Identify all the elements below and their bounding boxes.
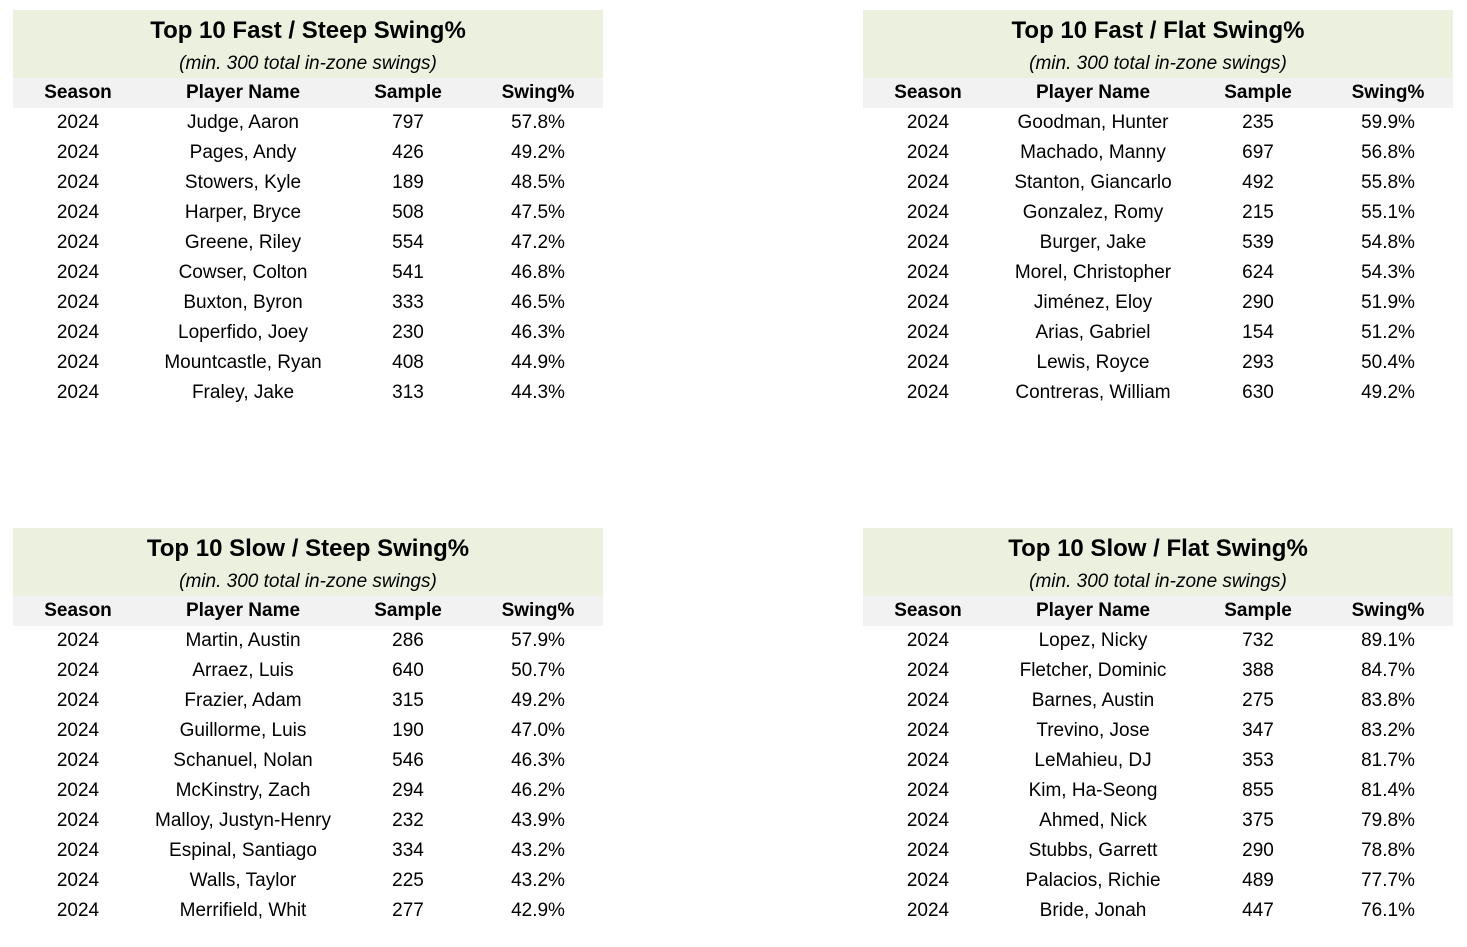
cell-sample: 293 (1242, 352, 1274, 373)
cell-sample: 290 (1242, 840, 1274, 861)
table-subtitle: (min. 300 total in-zone swings) (1029, 571, 1287, 592)
cell-season: 2024 (56, 660, 100, 681)
cell-sample: 275 (1242, 690, 1274, 711)
cell-player-name: Gonzalez, Romy (1022, 202, 1164, 223)
cell-swing-pct: 77.7% (1361, 870, 1415, 891)
column-header-player: Player Name (185, 600, 301, 621)
cell-season: 2024 (906, 810, 950, 831)
cell-sample: 189 (392, 172, 424, 193)
cell-season: 2024 (56, 112, 100, 133)
table-fast-flat (863, 10, 1453, 408)
cell-swing-pct: 46.3% (511, 750, 565, 771)
cell-player-name: Lopez, Nicky (1038, 630, 1148, 651)
cell-swing-pct: 46.5% (511, 292, 565, 313)
cell-swing-pct: 49.2% (511, 142, 565, 163)
table-row (13, 318, 603, 348)
column-header-sample: Sample (374, 600, 442, 621)
table-subtitle: (min. 300 total in-zone swings) (1029, 53, 1287, 74)
cell-player-name: Greene, Riley (184, 232, 302, 253)
cell-swing-pct: 49.2% (511, 690, 565, 711)
cell-player-name: Mountcastle, Ryan (164, 352, 322, 373)
cell-player-name: Goodman, Hunter (1017, 112, 1169, 133)
cell-player-name: Fletcher, Dominic (1019, 660, 1167, 681)
cell-player-name: Stanton, Giancarlo (1014, 172, 1172, 193)
table-row (13, 108, 603, 138)
column-header-row (863, 596, 1453, 626)
cell-season: 2024 (906, 142, 950, 163)
cell-swing-pct: 47.5% (511, 202, 565, 223)
cell-player-name: Arias, Gabriel (1035, 322, 1151, 343)
table-row (13, 836, 603, 866)
table-row (863, 108, 1453, 138)
cell-season: 2024 (56, 750, 100, 771)
table-row (13, 258, 603, 288)
table-slow-flat (863, 528, 1453, 926)
cell-sample: 286 (392, 630, 424, 651)
cell-season: 2024 (56, 262, 100, 283)
cell-season: 2024 (906, 382, 950, 403)
cell-swing-pct: 50.4% (1361, 352, 1415, 373)
cell-player-name: Malloy, Justyn-Henry (155, 810, 331, 831)
cell-season: 2024 (56, 202, 100, 223)
table-row (13, 228, 603, 258)
cell-sample: 347 (1242, 720, 1274, 741)
cell-swing-pct: 46.8% (511, 262, 565, 283)
cell-player-name: Fraley, Jake (191, 382, 295, 403)
table-row (863, 746, 1453, 776)
cell-sample: 230 (392, 322, 424, 343)
cell-season: 2024 (56, 322, 100, 343)
title-band (13, 528, 603, 596)
table-row (13, 378, 603, 408)
cell-season: 2024 (906, 322, 950, 343)
cell-player-name: Merrifield, Whit (179, 900, 307, 921)
cell-season: 2024 (56, 172, 100, 193)
table-row (863, 716, 1453, 746)
cell-season: 2024 (906, 720, 950, 741)
cell-player-name: Martin, Austin (185, 630, 301, 651)
cell-sample: 334 (392, 840, 424, 861)
column-header-season: Season (894, 82, 962, 103)
cell-swing-pct: 43.9% (511, 810, 565, 831)
cell-season: 2024 (56, 780, 100, 801)
table-row (863, 138, 1453, 168)
cell-swing-pct: 49.2% (1361, 382, 1415, 403)
cell-player-name: Harper, Bryce (184, 202, 302, 223)
cell-swing-pct: 43.2% (511, 840, 565, 861)
cell-season: 2024 (56, 720, 100, 741)
table-title: Top 10 Fast / Steep Swing% (150, 17, 466, 44)
cell-sample: 855 (1242, 780, 1274, 801)
table-row (863, 686, 1453, 716)
cell-player-name: Machado, Manny (1020, 142, 1166, 163)
table-row (13, 716, 603, 746)
table-title: Top 10 Fast / Flat Swing% (1011, 17, 1305, 44)
cell-sample: 225 (392, 870, 424, 891)
cell-swing-pct: 76.1% (1361, 900, 1415, 921)
cell-swing-pct: 79.8% (1361, 810, 1415, 831)
cell-sample: 353 (1242, 750, 1274, 771)
table-row (13, 168, 603, 198)
cell-season: 2024 (56, 840, 100, 861)
table-row (863, 318, 1453, 348)
cell-swing-pct: 47.0% (511, 720, 565, 741)
table-row (13, 866, 603, 896)
table-title: Top 10 Slow / Steep Swing% (146, 535, 470, 562)
cell-season: 2024 (906, 112, 950, 133)
cell-sample: 624 (1242, 262, 1274, 283)
cell-season: 2024 (56, 900, 100, 921)
cell-sample: 541 (392, 262, 424, 283)
cell-player-name: Loperfido, Joey (178, 322, 308, 343)
cell-swing-pct: 51.2% (1361, 322, 1415, 343)
column-header-player: Player Name (1035, 82, 1151, 103)
cell-season: 2024 (906, 202, 950, 223)
cell-sample: 232 (392, 810, 424, 831)
cell-season: 2024 (906, 840, 950, 861)
cell-player-name: McKinstry, Zach (175, 780, 311, 801)
cell-player-name: Lewis, Royce (1036, 352, 1150, 373)
table-subtitle: (min. 300 total in-zone swings) (179, 571, 437, 592)
cell-sample: 315 (392, 690, 424, 711)
cell-player-name: Kim, Ha-Seong (1028, 780, 1158, 801)
column-header-row (13, 596, 603, 626)
cell-swing-pct: 57.8% (511, 112, 565, 133)
cell-player-name: Frazier, Adam (184, 690, 302, 711)
table-slow-steep (13, 528, 603, 926)
cell-season: 2024 (906, 352, 950, 373)
cell-swing-pct: 54.8% (1361, 232, 1415, 253)
column-header-row (13, 78, 603, 108)
cell-sample: 697 (1242, 142, 1274, 163)
cell-swing-pct: 55.8% (1361, 172, 1415, 193)
table-row (13, 776, 603, 806)
column-header-season: Season (44, 600, 112, 621)
table-row (863, 626, 1453, 656)
cell-swing-pct: 44.9% (511, 352, 565, 373)
cell-sample: 447 (1242, 900, 1274, 921)
cell-player-name: Jiménez, Eloy (1033, 292, 1153, 313)
cell-player-name: Barnes, Austin (1031, 690, 1155, 711)
cell-player-name: Stowers, Kyle (184, 172, 302, 193)
table-row (13, 348, 603, 378)
table-row (863, 168, 1453, 198)
cell-player-name: Contreras, William (1015, 382, 1171, 403)
column-header-season: Season (44, 82, 112, 103)
cell-swing-pct: 83.8% (1361, 690, 1415, 711)
cell-season: 2024 (906, 870, 950, 891)
cell-swing-pct: 46.2% (511, 780, 565, 801)
column-header-sample: Sample (374, 82, 442, 103)
cell-sample: 277 (392, 900, 424, 921)
cell-swing-pct: 81.4% (1361, 780, 1415, 801)
cell-sample: 546 (392, 750, 424, 771)
table-row (863, 288, 1453, 318)
cell-player-name: Judge, Aaron (187, 112, 299, 133)
cell-player-name: Burger, Jake (1039, 232, 1147, 253)
column-header-swing: Swing% (1351, 600, 1425, 621)
title-band (863, 528, 1453, 596)
table-row (863, 348, 1453, 378)
title-band (863, 10, 1453, 78)
cell-sample: 388 (1242, 660, 1274, 681)
cell-season: 2024 (906, 780, 950, 801)
cell-sample: 190 (392, 720, 424, 741)
table-fast-steep (13, 10, 603, 408)
cell-sample: 375 (1242, 810, 1274, 831)
table-title: Top 10 Slow / Flat Swing% (1008, 535, 1308, 562)
table-row (863, 228, 1453, 258)
cell-sample: 640 (392, 660, 424, 681)
cell-swing-pct: 54.3% (1361, 262, 1415, 283)
cell-season: 2024 (56, 382, 100, 403)
table-row (13, 806, 603, 836)
cell-player-name: Morel, Christopher (1014, 262, 1172, 283)
table-row (13, 746, 603, 776)
cell-season: 2024 (906, 690, 950, 711)
table-row (13, 138, 603, 168)
cell-swing-pct: 78.8% (1361, 840, 1415, 861)
cell-season: 2024 (56, 292, 100, 313)
cell-player-name: Walls, Taylor (189, 870, 297, 891)
table-row (13, 656, 603, 686)
table-row (863, 896, 1453, 926)
table-body (863, 108, 1453, 408)
cell-season: 2024 (56, 870, 100, 891)
cell-player-name: Arraez, Luis (192, 660, 294, 681)
table-row (863, 836, 1453, 866)
column-header-season: Season (894, 600, 962, 621)
cell-season: 2024 (906, 660, 950, 681)
cell-sample: 408 (392, 352, 424, 373)
column-header-row (863, 78, 1453, 108)
cell-sample: 508 (392, 202, 424, 223)
column-header-swing: Swing% (501, 600, 575, 621)
cell-sample: 333 (392, 292, 424, 313)
cell-swing-pct: 81.7% (1361, 750, 1415, 771)
cell-sample: 489 (1242, 870, 1274, 891)
cell-swing-pct: 46.3% (511, 322, 565, 343)
table-row (863, 776, 1453, 806)
cell-player-name: Buxton, Byron (183, 292, 303, 313)
cell-swing-pct: 48.5% (511, 172, 565, 193)
cell-season: 2024 (906, 172, 950, 193)
cell-sample: 154 (1242, 322, 1274, 343)
table-row (13, 686, 603, 716)
cell-season: 2024 (906, 750, 950, 771)
column-header-player: Player Name (185, 82, 301, 103)
table-row (13, 626, 603, 656)
cell-swing-pct: 51.9% (1361, 292, 1415, 313)
cell-season: 2024 (906, 232, 950, 253)
cell-sample: 426 (392, 142, 424, 163)
cell-season: 2024 (56, 810, 100, 831)
column-header-swing: Swing% (501, 82, 575, 103)
cell-player-name: Schanuel, Nolan (173, 750, 313, 771)
cell-player-name: Palacios, Richie (1025, 870, 1161, 891)
cell-swing-pct: 83.2% (1361, 720, 1415, 741)
cell-season: 2024 (56, 630, 100, 651)
cell-swing-pct: 89.1% (1361, 630, 1415, 651)
cell-season: 2024 (56, 142, 100, 163)
cell-player-name: Espinal, Santiago (169, 840, 317, 861)
title-band (13, 10, 603, 78)
cell-season: 2024 (906, 262, 950, 283)
cell-swing-pct: 55.1% (1361, 202, 1415, 223)
cell-player-name: Pages, Andy (189, 142, 297, 163)
cell-sample: 732 (1242, 630, 1274, 651)
cell-season: 2024 (906, 292, 950, 313)
cell-sample: 492 (1242, 172, 1274, 193)
cell-season: 2024 (56, 690, 100, 711)
cell-sample: 235 (1242, 112, 1274, 133)
cell-season: 2024 (56, 352, 100, 373)
cell-swing-pct: 84.7% (1361, 660, 1415, 681)
cell-sample: 630 (1242, 382, 1274, 403)
cell-sample: 539 (1242, 232, 1274, 253)
table-row (863, 198, 1453, 228)
cell-sample: 313 (392, 382, 424, 403)
cell-player-name: Stubbs, Garrett (1028, 840, 1158, 861)
cell-sample: 797 (392, 112, 424, 133)
column-header-sample: Sample (1224, 82, 1292, 103)
cell-player-name: Ahmed, Nick (1039, 810, 1147, 831)
cell-swing-pct: 50.7% (511, 660, 565, 681)
table-row (13, 198, 603, 228)
cell-swing-pct: 43.2% (511, 870, 565, 891)
cell-player-name: Bride, Jonah (1039, 900, 1147, 921)
table-body (13, 108, 603, 408)
table-row (863, 378, 1453, 408)
cell-swing-pct: 57.9% (511, 630, 565, 651)
table-row (863, 258, 1453, 288)
cell-season: 2024 (906, 630, 950, 651)
cell-season: 2024 (906, 900, 950, 921)
table-row (863, 866, 1453, 896)
cell-sample: 554 (392, 232, 424, 253)
cell-player-name: Guillorme, Luis (179, 720, 307, 741)
table-row (863, 656, 1453, 686)
table-subtitle: (min. 300 total in-zone swings) (179, 53, 437, 74)
cell-swing-pct: 47.2% (511, 232, 565, 253)
cell-sample: 290 (1242, 292, 1274, 313)
cell-swing-pct: 42.9% (511, 900, 565, 921)
cell-sample: 215 (1242, 202, 1274, 223)
cell-swing-pct: 44.3% (511, 382, 565, 403)
column-header-sample: Sample (1224, 600, 1292, 621)
column-header-swing: Swing% (1351, 82, 1425, 103)
table-row (13, 288, 603, 318)
cell-player-name: Trevino, Jose (1036, 720, 1150, 741)
cell-swing-pct: 59.9% (1361, 112, 1415, 133)
cell-player-name: LeMahieu, DJ (1034, 750, 1152, 771)
table-row (13, 896, 603, 926)
cell-sample: 294 (392, 780, 424, 801)
cell-season: 2024 (56, 232, 100, 253)
table-body (13, 626, 603, 926)
table-row (863, 806, 1453, 836)
column-header-player: Player Name (1035, 600, 1151, 621)
cell-player-name: Cowser, Colton (178, 262, 308, 283)
table-body (863, 626, 1453, 926)
cell-swing-pct: 56.8% (1361, 142, 1415, 163)
